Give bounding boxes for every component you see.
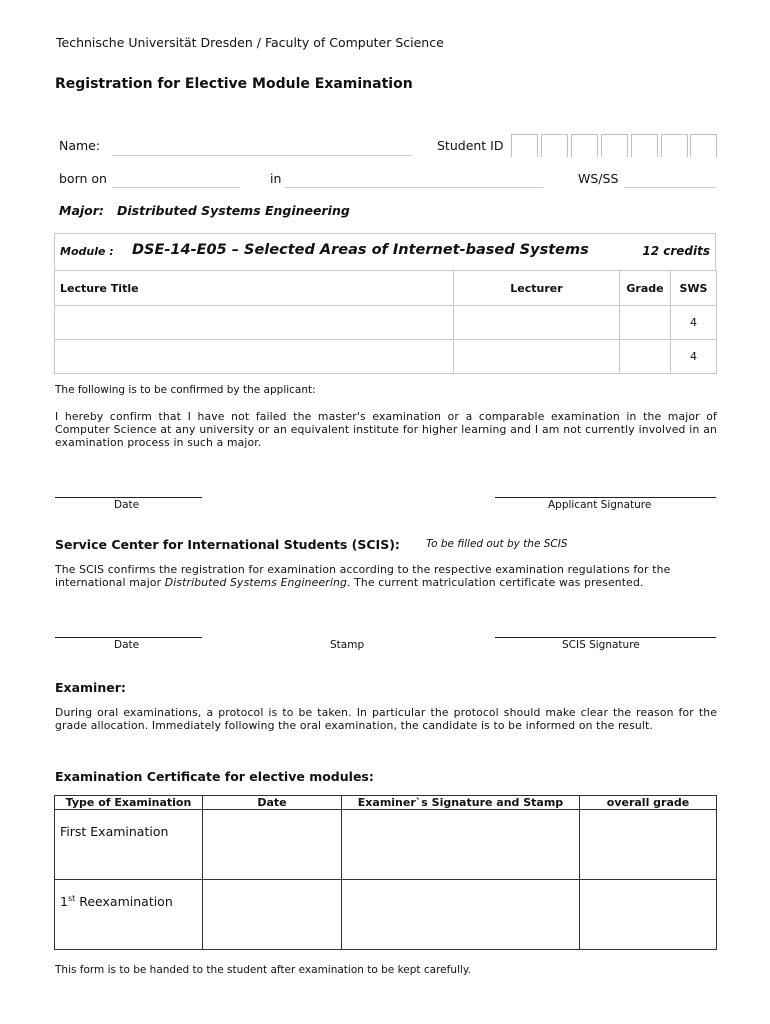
student-id-box-4[interactable] — [601, 134, 628, 157]
student-id-box-2[interactable] — [541, 134, 568, 157]
scis-date-label: Date — [114, 639, 140, 651]
certificate-header-row — [55, 796, 717, 810]
exam-type-text: Reexamination — [75, 894, 173, 910]
examiner-signature-cell[interactable] — [342, 810, 580, 880]
exam-type-cell — [55, 880, 203, 950]
applicant-signature-label: Applicant Signature — [548, 499, 652, 511]
certificate-table — [54, 795, 717, 950]
col-lecturer: Lecturer — [454, 271, 620, 306]
form-title: Registration for Elective Module Examination — [55, 76, 413, 92]
scis-text-before: The SCIS confirms the registration for examination according to the respective examination regulations for the international major — [55, 563, 671, 589]
scis-heading: Service Center for International Students (SCIS): — [55, 537, 400, 552]
student-id-box-6[interactable] — [661, 134, 688, 157]
col-overall-grade: overall grade — [580, 796, 717, 810]
birthplace-field[interactable] — [285, 187, 543, 188]
applicant-intro: The following is to be confirmed by the applicant: — [55, 384, 316, 396]
exam-type-cell: First Examination — [55, 810, 203, 880]
university-header: Technische Universität Dresden / Faculty of Computer Science — [56, 35, 444, 50]
examiner-heading: Examiner: — [55, 680, 126, 695]
scis-signature-label: SCIS Signature — [562, 639, 640, 651]
scis-text-major: Distributed Systems Engineering — [164, 576, 347, 589]
overall-grade-cell[interactable] — [580, 880, 717, 950]
applicant-date-line[interactable] — [55, 497, 202, 498]
ws-ss-field[interactable] — [624, 187, 716, 188]
birthplace-label: in — [270, 171, 282, 186]
student-id-box-1[interactable] — [511, 134, 538, 157]
scis-text-after: . The current matriculation certificate was presented. — [347, 576, 644, 589]
exam-date-cell[interactable] — [203, 880, 342, 950]
born-on-label: born on — [59, 171, 107, 186]
scis-signature-line[interactable] — [495, 637, 716, 638]
module-credits: 12 credits — [642, 244, 710, 258]
col-type: Type of Examination — [55, 796, 203, 810]
ordinal-suffix: st — [67, 894, 76, 903]
lectures-header-row — [55, 271, 717, 306]
student-id-label: Student ID — [437, 138, 504, 153]
stamp-label: Stamp — [330, 639, 365, 651]
lecture-title-cell[interactable] — [55, 306, 454, 340]
lecturer-cell[interactable] — [454, 306, 620, 340]
col-date: Date — [203, 796, 342, 810]
student-id-box-3[interactable] — [571, 134, 598, 157]
name-field[interactable] — [112, 155, 412, 156]
ws-ss-label: WS/SS — [578, 171, 619, 186]
exam-date-cell[interactable] — [203, 810, 342, 880]
table-row — [55, 880, 717, 950]
scis-date-line[interactable] — [55, 637, 202, 638]
examiner-text: During oral examinations, a protocol is to be taken. In particular the protocol should make clear the reason for the grade allocation. Immediately following the oral examination, the candidate is to be informed on the result. — [55, 706, 717, 732]
col-lecture-title: Lecture Title — [55, 271, 454, 306]
student-id-box-5[interactable] — [631, 134, 658, 157]
table-row — [55, 810, 717, 880]
certificate-heading: Examination Certificate for elective modules: — [55, 769, 374, 784]
scis-statement — [55, 563, 717, 589]
sws-cell: 4 — [671, 340, 717, 374]
scis-note: To be filled out by the SCIS — [426, 538, 568, 550]
major-value: Distributed Systems Engineering — [117, 203, 350, 218]
major-label: Major: — [59, 203, 104, 218]
footer-note: This form is to be handed to the student after examination to be kept carefully. — [55, 964, 471, 976]
overall-grade-cell[interactable] — [580, 810, 717, 880]
module-label: Module : — [60, 245, 114, 258]
applicant-statement: I hereby confirm that I have not failed the master's examination or a comparable examination in the major of Computer Science at any university or an equivalent institute for higher learning and I am not currently involved in an examination process in such a major. — [55, 410, 717, 449]
col-examiner-signature: Examiner`s Signature and Stamp — [342, 796, 580, 810]
ordinal-number: 1 — [60, 894, 68, 910]
grade-cell[interactable] — [620, 306, 671, 340]
lectures-table — [54, 270, 717, 374]
student-id-box-7[interactable] — [690, 134, 717, 157]
born-on-field[interactable] — [112, 187, 240, 188]
applicant-date-label: Date — [114, 499, 140, 511]
examiner-signature-cell[interactable] — [342, 880, 580, 950]
lecturer-cell[interactable] — [454, 340, 620, 374]
lecture-title-cell[interactable] — [55, 340, 454, 374]
col-sws: SWS — [671, 271, 717, 306]
grade-cell[interactable] — [620, 340, 671, 374]
sws-cell: 4 — [671, 306, 717, 340]
module-header-box — [54, 233, 716, 271]
col-grade: Grade — [620, 271, 671, 306]
table-row — [55, 340, 717, 374]
table-row — [55, 306, 717, 340]
name-label: Name: — [59, 138, 101, 153]
module-title: DSE-14-E05 – Selected Areas of Internet-based Systems — [132, 242, 589, 258]
applicant-signature-line[interactable] — [495, 497, 716, 498]
